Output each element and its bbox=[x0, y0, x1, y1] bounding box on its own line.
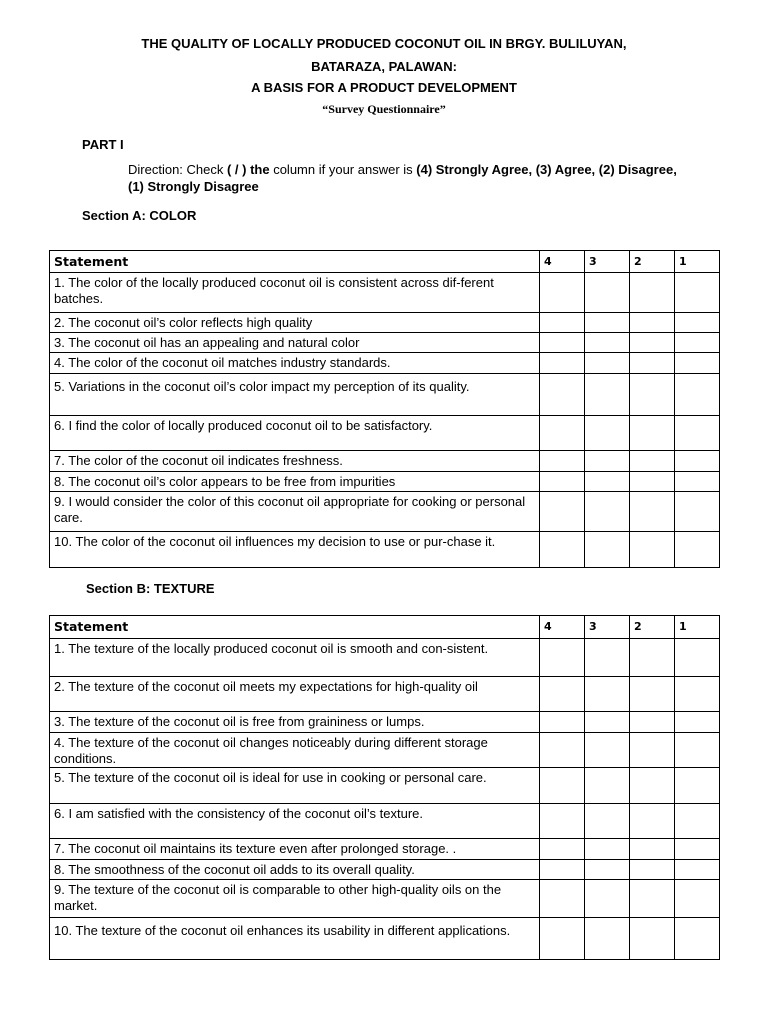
answer-cell-2[interactable] bbox=[630, 768, 675, 804]
answer-cell-4[interactable] bbox=[540, 768, 585, 804]
answer-cell-1[interactable] bbox=[675, 353, 720, 374]
table-header-row bbox=[50, 251, 720, 273]
answer-cell-1[interactable] bbox=[675, 333, 720, 353]
answer-cell-3[interactable] bbox=[585, 273, 630, 313]
answer-cell-2[interactable] bbox=[630, 860, 675, 880]
answer-cell-3[interactable] bbox=[585, 313, 630, 333]
answer-cell-4[interactable] bbox=[540, 492, 585, 532]
option-header-2: 2 bbox=[630, 616, 675, 639]
answer-cell-2[interactable] bbox=[630, 839, 675, 860]
answer-cell-3[interactable] bbox=[585, 353, 630, 374]
answer-cell-1[interactable] bbox=[675, 880, 720, 918]
answer-cell-3[interactable] bbox=[585, 860, 630, 880]
section-a-table bbox=[49, 250, 720, 568]
answer-cell-1[interactable] bbox=[675, 639, 720, 677]
statement-text: 3. The texture of the coconut oil is free from graininess or lumps. bbox=[50, 712, 540, 733]
answer-cell-3[interactable] bbox=[585, 768, 630, 804]
option-header-4: 4 bbox=[540, 616, 585, 639]
answer-cell-1[interactable] bbox=[675, 374, 720, 416]
answer-cell-1[interactable] bbox=[675, 733, 720, 768]
statement-text: 3. The coconut oil has an appealing and natural color bbox=[50, 333, 540, 353]
answer-cell-2[interactable] bbox=[630, 733, 675, 768]
answer-cell-2[interactable] bbox=[630, 333, 675, 353]
direction-text-2: column if your answer is bbox=[269, 162, 417, 177]
answer-cell-1[interactable] bbox=[675, 804, 720, 839]
statement-text: 9. The texture of the coconut oil is comparable to other high-quality oils on the market. bbox=[50, 880, 540, 918]
statement-header: Statement bbox=[50, 616, 540, 639]
answer-cell-4[interactable] bbox=[540, 880, 585, 918]
table-row bbox=[50, 273, 720, 313]
answer-cell-1[interactable] bbox=[675, 492, 720, 532]
statement-text: 2. The coconut oil’s color reflects high quality bbox=[50, 313, 540, 333]
table-row bbox=[50, 677, 720, 712]
option-header-2: 2 bbox=[630, 251, 675, 273]
document-title-line-3: A BASIS FOR A PRODUCT DEVELOPMENT bbox=[251, 80, 517, 95]
statement-text: 9. I would consider the color of this coconut oil appropriate for cooking or personal care. bbox=[50, 492, 540, 532]
answer-cell-3[interactable] bbox=[585, 804, 630, 839]
statement-text: 1. The texture of the locally produced coconut oil is smooth and con-sistent. bbox=[50, 639, 540, 677]
statement-text: 7. The color of the coconut oil indicates freshness. bbox=[50, 451, 540, 472]
answer-cell-2[interactable] bbox=[630, 492, 675, 532]
answer-cell-3[interactable] bbox=[585, 451, 630, 472]
answer-cell-2[interactable] bbox=[630, 918, 675, 960]
answer-cell-1[interactable] bbox=[675, 273, 720, 313]
answer-cell-4[interactable] bbox=[540, 451, 585, 472]
statement-text: 4. The texture of the coconut oil changes noticeably during different storage conditions. bbox=[50, 733, 540, 768]
answer-cell-3[interactable] bbox=[585, 492, 630, 532]
section-b-table bbox=[49, 615, 720, 960]
table-row bbox=[50, 313, 720, 333]
statement-text: 6. I find the color of locally produced coconut oil to be satisfactory. bbox=[50, 416, 540, 451]
answer-cell-3[interactable] bbox=[585, 839, 630, 860]
direction-text-1: Direction: Check bbox=[128, 162, 227, 177]
answer-cell-1[interactable] bbox=[675, 416, 720, 451]
answer-cell-2[interactable] bbox=[630, 532, 675, 568]
statement-text: 5. The texture of the coconut oil is ideal for use in cooking or personal care. bbox=[50, 768, 540, 804]
answer-cell-3[interactable] bbox=[585, 880, 630, 918]
statement-text: 6. I am satisfied with the consistency of the coconut oil’s texture. bbox=[50, 804, 540, 839]
statement-text: 8. The coconut oil’s color appears to be free from impurities bbox=[50, 472, 540, 492]
answer-cell-2[interactable] bbox=[630, 374, 675, 416]
table-row bbox=[50, 532, 720, 568]
direction-bold-1: ( / ) the bbox=[226, 162, 270, 177]
answer-cell-4[interactable] bbox=[540, 532, 585, 568]
answer-cell-1[interactable] bbox=[675, 712, 720, 733]
table-row bbox=[50, 804, 720, 839]
answer-cell-2[interactable] bbox=[630, 273, 675, 313]
statement-text: 4. The color of the coconut oil matches industry standards. bbox=[50, 353, 540, 374]
answer-cell-2[interactable] bbox=[630, 639, 675, 677]
answer-cell-4[interactable] bbox=[540, 639, 585, 677]
answer-cell-4[interactable] bbox=[540, 313, 585, 333]
answer-cell-3[interactable] bbox=[585, 712, 630, 733]
section-b-title: Section B: TEXTURE bbox=[86, 581, 215, 596]
section-a-title: Section A: COLOR bbox=[82, 208, 197, 223]
table-row bbox=[50, 860, 720, 880]
table-row bbox=[50, 918, 720, 960]
answer-cell-4[interactable] bbox=[540, 839, 585, 860]
table-row bbox=[50, 639, 720, 677]
statement-text: 2. The texture of the coconut oil meets my expectations for high-quality oil bbox=[50, 677, 540, 712]
answer-cell-4[interactable] bbox=[540, 712, 585, 733]
answer-cell-4[interactable] bbox=[540, 416, 585, 451]
option-header-1: 1 bbox=[675, 616, 720, 639]
answer-cell-4[interactable] bbox=[540, 273, 585, 313]
table-row bbox=[50, 353, 720, 374]
document-title-line-1: THE QUALITY OF LOCALLY PRODUCED COCONUT OIL IN BRGY. BULILUYAN, bbox=[141, 36, 627, 51]
statement-text: 10. The texture of the coconut oil enhances its usability in different applications. bbox=[50, 918, 540, 960]
table-row bbox=[50, 712, 720, 733]
answer-cell-3[interactable] bbox=[585, 374, 630, 416]
answer-cell-2[interactable] bbox=[630, 472, 675, 492]
answer-cell-4[interactable] bbox=[540, 472, 585, 492]
answer-cell-2[interactable] bbox=[630, 451, 675, 472]
table-row bbox=[50, 492, 720, 532]
table-row bbox=[50, 733, 720, 768]
answer-cell-1[interactable] bbox=[675, 839, 720, 860]
answer-cell-2[interactable] bbox=[630, 353, 675, 374]
direction-text bbox=[128, 161, 688, 195]
answer-cell-2[interactable] bbox=[630, 677, 675, 712]
table-row bbox=[50, 472, 720, 492]
answer-cell-3[interactable] bbox=[585, 677, 630, 712]
answer-cell-1[interactable] bbox=[675, 918, 720, 960]
answer-cell-1[interactable] bbox=[675, 313, 720, 333]
statement-text: 5. Variations in the coconut oil’s color impact my perception of its quality. bbox=[50, 374, 540, 416]
statement-text: 10. The color of the coconut oil influences my decision to use or pur-chase it. bbox=[50, 532, 540, 568]
table-row bbox=[50, 374, 720, 416]
statement-text: 8. The smoothness of the coconut oil adds to its overall quality. bbox=[50, 860, 540, 880]
answer-cell-1[interactable] bbox=[675, 860, 720, 880]
table-header-row bbox=[50, 616, 720, 639]
answer-cell-4[interactable] bbox=[540, 353, 585, 374]
answer-cell-2[interactable] bbox=[630, 712, 675, 733]
direction-bold-2: (4) Strongly Agree, (3) Agree, (2) Disagree, (1) Strongly Disagree bbox=[128, 162, 677, 194]
answer-cell-3[interactable] bbox=[585, 639, 630, 677]
answer-cell-1[interactable] bbox=[675, 532, 720, 568]
answer-cell-3[interactable] bbox=[585, 532, 630, 568]
option-header-1: 1 bbox=[675, 251, 720, 273]
answer-cell-4[interactable] bbox=[540, 677, 585, 712]
answer-cell-3[interactable] bbox=[585, 333, 630, 353]
answer-cell-1[interactable] bbox=[675, 472, 720, 492]
table-row bbox=[50, 839, 720, 860]
statement-header: Statement bbox=[50, 251, 540, 273]
answer-cell-3[interactable] bbox=[585, 472, 630, 492]
table-row bbox=[50, 451, 720, 472]
answer-cell-3[interactable] bbox=[585, 416, 630, 451]
table-row bbox=[50, 416, 720, 451]
answer-cell-4[interactable] bbox=[540, 733, 585, 768]
document-subtitle: “Survey Questionnaire” bbox=[322, 102, 446, 116]
statement-text: 1. The color of the locally produced coconut oil is consistent across dif-ferent batches. bbox=[50, 273, 540, 313]
answer-cell-3[interactable] bbox=[585, 733, 630, 768]
answer-cell-2[interactable] bbox=[630, 313, 675, 333]
table-row bbox=[50, 333, 720, 353]
table-row bbox=[50, 880, 720, 918]
table-row bbox=[50, 768, 720, 804]
option-header-4: 4 bbox=[540, 251, 585, 273]
answer-cell-3[interactable] bbox=[585, 918, 630, 960]
answer-cell-4[interactable] bbox=[540, 374, 585, 416]
answer-cell-4[interactable] bbox=[540, 918, 585, 960]
part-label: PART I bbox=[82, 137, 124, 152]
document-title-line-2: BATARAZA, PALAWAN: bbox=[311, 59, 457, 74]
answer-cell-4[interactable] bbox=[540, 804, 585, 839]
answer-cell-4[interactable] bbox=[540, 860, 585, 880]
answer-cell-2[interactable] bbox=[630, 416, 675, 451]
answer-cell-1[interactable] bbox=[675, 768, 720, 804]
answer-cell-2[interactable] bbox=[630, 804, 675, 839]
option-header-3: 3 bbox=[585, 616, 630, 639]
option-header-3: 3 bbox=[585, 251, 630, 273]
answer-cell-4[interactable] bbox=[540, 333, 585, 353]
answer-cell-1[interactable] bbox=[675, 677, 720, 712]
answer-cell-1[interactable] bbox=[675, 451, 720, 472]
answer-cell-2[interactable] bbox=[630, 880, 675, 918]
statement-text: 7. The coconut oil maintains its texture even after prolonged storage. . bbox=[50, 839, 540, 860]
